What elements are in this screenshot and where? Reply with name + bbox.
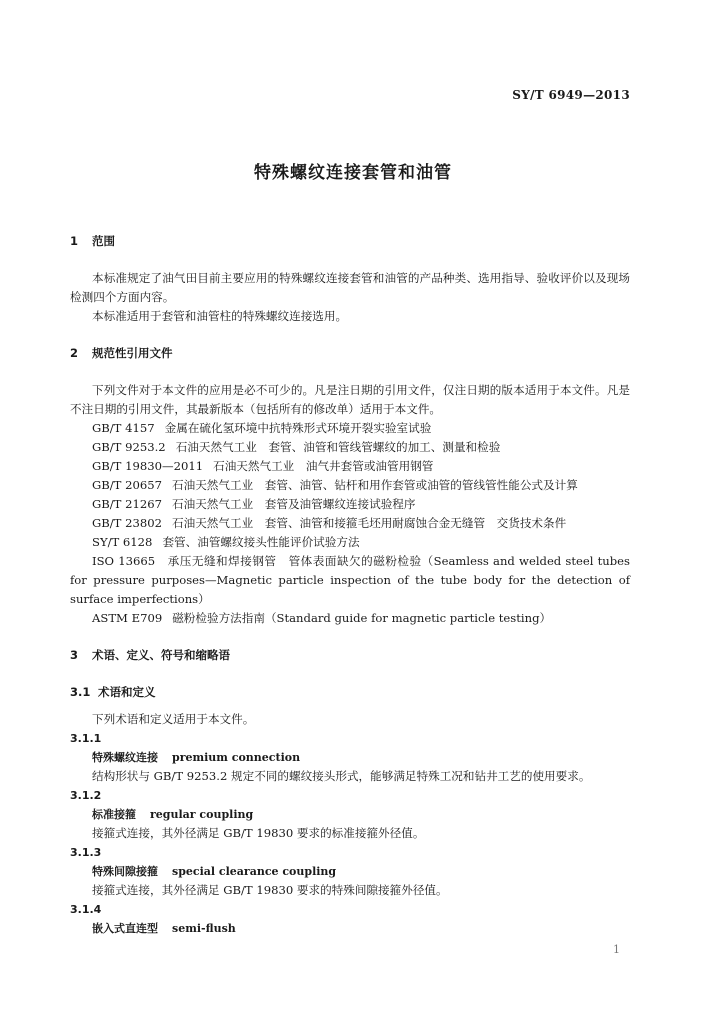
paragraph: 下列术语和定义适用于本文件。 [92,712,255,726]
term-definition: 接箍式连接，其外径满足 GB/T 19830 要求的标准接箍外径值。 [92,826,425,840]
section-title: 规范性引用文件 [92,346,173,360]
reference-title: 石油天然气工业 套管、油管和管线管螺纹的加工、测量和检验 [175,440,501,454]
reference-item-iso: ISO 13665 承压无缝和焊接钢管 管体表面缺欠的磁粉检验（Seamless and welded steel tubes for pressure purposes—Magnetic particle inspection of the tube body for the detection of surface imperfections） [70,554,630,606]
section-title: 术语、定义、符号和缩略语 [92,648,230,662]
paragraph: 本标准规定了油气田目前主要应用的特殊螺纹连接套管和油管的产品种类、选用指导、验收评价以及现场检测四个方面内容。 [70,271,630,304]
reference-code: SY/T 6128 [92,535,153,549]
subsection-title: 术语和定义 [98,685,156,699]
term-definition: 结构形状与 GB/T 9253.2 规定不同的螺纹接头形式，能够满足特殊工况和钻井工艺的使用要求。 [92,769,591,783]
reference-title: 石油天然气工业 套管及油管螺纹连接试验程序 [172,497,416,511]
term-name [70,748,630,767]
paragraph: 下列文件对于本文件的应用是必不可少的。凡是注日期的引用文件，仅注日期的版本适用于本文件。凡是不注日期的引用文件，其最新版本（包括所有的修改单）适用于本文件。 [70,383,630,416]
term-zh: 嵌入式直连型 [92,922,158,935]
reference-item [70,514,630,533]
subsection-number: 3.1 [70,685,91,699]
reference-item [70,609,630,628]
term-en: special clearance coupling [172,865,337,878]
reference-code: ASTM E709 [92,611,163,625]
reference-code: GB/T 19830—2011 [92,459,204,473]
term-en: premium connection [172,751,301,764]
term-number: 3.1.4 [70,903,102,916]
reference-item [70,438,630,457]
section-3-heading [70,646,630,665]
document-title: 特殊螺纹连接套管和油管 [254,163,452,183]
reference-title: 石油天然气工业 套管、油管、钻杆和用作套管或油管的管线管性能公式及计算 [172,478,578,492]
term-number: 3.1.1 [70,732,102,745]
standard-code: SY/T 6949—2013 [512,88,630,102]
reference-title: 磁粉检验方法指南（Standard guide for magnetic particle testing） [172,611,552,625]
section-number: 3 [70,648,79,662]
reference-code: GB/T 4157 [92,421,155,435]
reference-item [70,419,630,438]
reference-code: GB/T 21267 [92,497,162,511]
section-number: 1 [70,234,79,248]
term-zh: 标准接箍 [92,808,136,821]
reference-title: 石油天然气工业 油气井套管或油管用钢管 [213,459,434,473]
term-number: 3.1.2 [70,789,102,802]
term-name [70,919,630,938]
reference-item [70,533,630,552]
reference-title: 金属在硫化氢环境中抗特殊形式环境开裂实验室试验 [164,421,432,435]
term-zh: 特殊间隙接箍 [92,865,158,878]
term-number: 3.1.3 [70,846,102,859]
section-number: 2 [70,346,79,360]
term-zh: 特殊螺纹连接 [92,751,158,764]
reference-title: 石油天然气工业 套管、油管和接箍毛坯用耐腐蚀合金无缝管 交货技术条件 [172,516,567,530]
section-1-heading [70,232,630,251]
page-number: 1 [613,943,620,956]
document-body [70,232,630,938]
reference-code: GB/T 20657 [92,478,162,492]
section-title: 范围 [92,234,115,248]
paragraph: 本标准适用于套管和油管柱的特殊螺纹连接选用。 [92,309,348,323]
reference-item [70,495,630,514]
term-en: regular coupling [150,808,254,821]
reference-code: GB/T 9253.2 [92,440,166,454]
subsection-3-1-heading [70,683,630,702]
reference-code: GB/T 23802 [92,516,162,530]
reference-title: 套管、油管螺纹接头性能评价试验方法 [162,535,360,549]
term-name [70,862,630,881]
term-name [70,805,630,824]
reference-item [70,476,630,495]
term-definition: 接箍式连接，其外径满足 GB/T 19830 要求的特殊间隙接箍外径值。 [92,883,448,897]
reference-item [70,457,630,476]
term-en: semi-flush [172,922,236,935]
section-2-heading [70,344,630,363]
